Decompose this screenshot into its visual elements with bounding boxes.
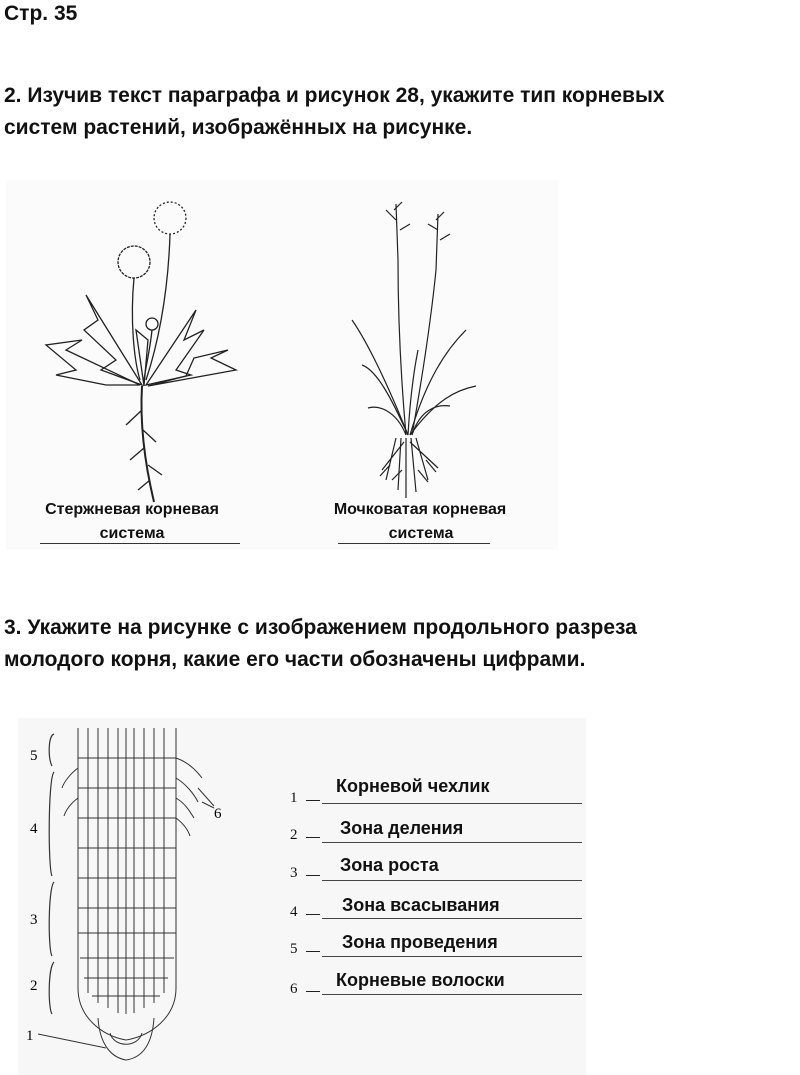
task-2-line-2: систем растений, изображённых на рисунке. [4, 116, 473, 139]
grass-drawing [352, 202, 476, 498]
label-line-3 [322, 880, 582, 881]
task-3-line-1: 3. Укажите на рисунке с изображением продольного разреза [4, 616, 637, 639]
task-2-line-1: 2. Изучив текст параграфа и рисунок 28, укажите тип корневых [4, 84, 665, 107]
task-2-question [4, 80, 665, 144]
label-text-4: Зона всасывания [342, 895, 500, 915]
label-text-6: Корневые волоски [336, 970, 505, 990]
label-text-1: Корневой чехлик [336, 776, 490, 796]
task-3-question [4, 612, 637, 676]
figure-number-3: 3 [30, 912, 38, 928]
dandelion-drawing [46, 202, 236, 502]
label-line-2 [322, 842, 582, 843]
label-dash-3 [306, 875, 320, 876]
answer-1-underline [40, 543, 240, 544]
figure-number-5: 5 [30, 748, 38, 764]
page-number: Стр. 35 [4, 2, 78, 25]
figure-number-1: 1 [26, 1028, 34, 1044]
plants-figure [6, 180, 558, 550]
root-section-figure [18, 718, 586, 1075]
label-line-5 [322, 956, 582, 957]
label-num-1: 1 [290, 790, 298, 806]
label-text-5: Зона проведения [342, 932, 498, 952]
answer-2-line-2: система [388, 525, 454, 542]
answer-2-underline [338, 543, 490, 544]
answer-1-line-2: система [99, 525, 165, 542]
label-line-4 [322, 918, 582, 919]
label-dash-2 [306, 837, 320, 838]
root-body [38, 728, 214, 1060]
task-3-line-2: молодого корня, какие его части обозначены цифрами. [4, 648, 586, 671]
label-num-3: 3 [290, 865, 298, 881]
label-num-5: 5 [290, 941, 298, 957]
label-dash-4 [306, 914, 320, 915]
figure-number-6: 6 [214, 806, 222, 822]
label-dash-6 [306, 991, 320, 992]
plants-illustration [6, 180, 558, 550]
figure-number-2: 2 [30, 978, 38, 994]
label-num-6: 6 [290, 981, 298, 997]
figure-number-4: 4 [30, 821, 38, 837]
zone-brackets [49, 734, 54, 1014]
answer-1-line-1: Стержневая корневая [45, 501, 219, 518]
label-dash-5 [306, 951, 320, 952]
answer-2-line-1: Мочковатая корневая [333, 501, 507, 518]
label-text-3: Зона роста [340, 855, 439, 875]
label-line-1 [322, 803, 582, 804]
label-num-4: 4 [290, 904, 298, 920]
root-section-drawing [18, 718, 288, 1075]
label-text-2: Зона деления [340, 818, 464, 838]
label-line-6 [322, 994, 582, 995]
label-dash-1 [306, 800, 320, 801]
label-num-2: 2 [290, 827, 298, 843]
